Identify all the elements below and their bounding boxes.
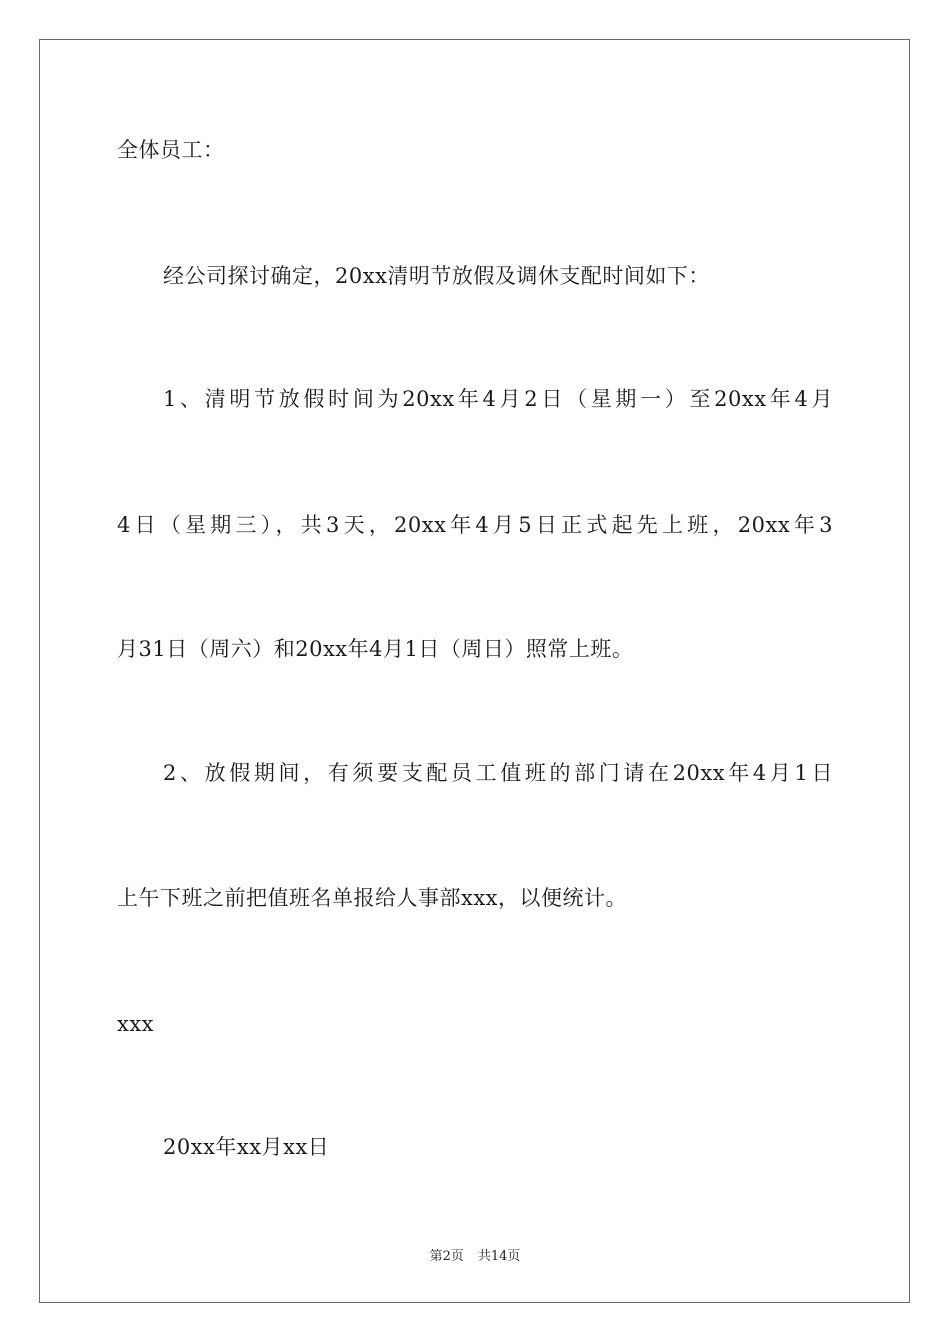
page-total: 共14页 bbox=[477, 1249, 521, 1264]
salutation: 全体员工： bbox=[117, 138, 225, 162]
intro-paragraph: 经公司探讨确定，20xx清明节放假及调休支配时间如下： bbox=[163, 264, 710, 288]
page-border bbox=[39, 39, 910, 1303]
item-1-line-3: 月31日（周六）和20xx年4月1日（周日）照常上班。 bbox=[117, 637, 634, 661]
page-number: 第2页 bbox=[429, 1249, 464, 1264]
signature: xxx bbox=[117, 1012, 155, 1036]
date-line: 20xx年xx月xx日 bbox=[163, 1135, 330, 1159]
item-1-line-2: 4日（星期三），共3天，20xx年4月5日正式起先上班，20xx年3 bbox=[117, 513, 833, 537]
item-1-line-1: 1、清明节放假时间为20xx年4月2日（星期一）至20xx年4月 bbox=[163, 387, 833, 411]
page-footer bbox=[0, 1248, 950, 1266]
item-2-line-2: 上午下班之前把值班名单报给人事部xxx，以便统计。 bbox=[117, 886, 628, 910]
item-2-line-1: 2、放假期间，有须要支配员工值班的部门请在20xx年4月1日 bbox=[163, 761, 833, 785]
